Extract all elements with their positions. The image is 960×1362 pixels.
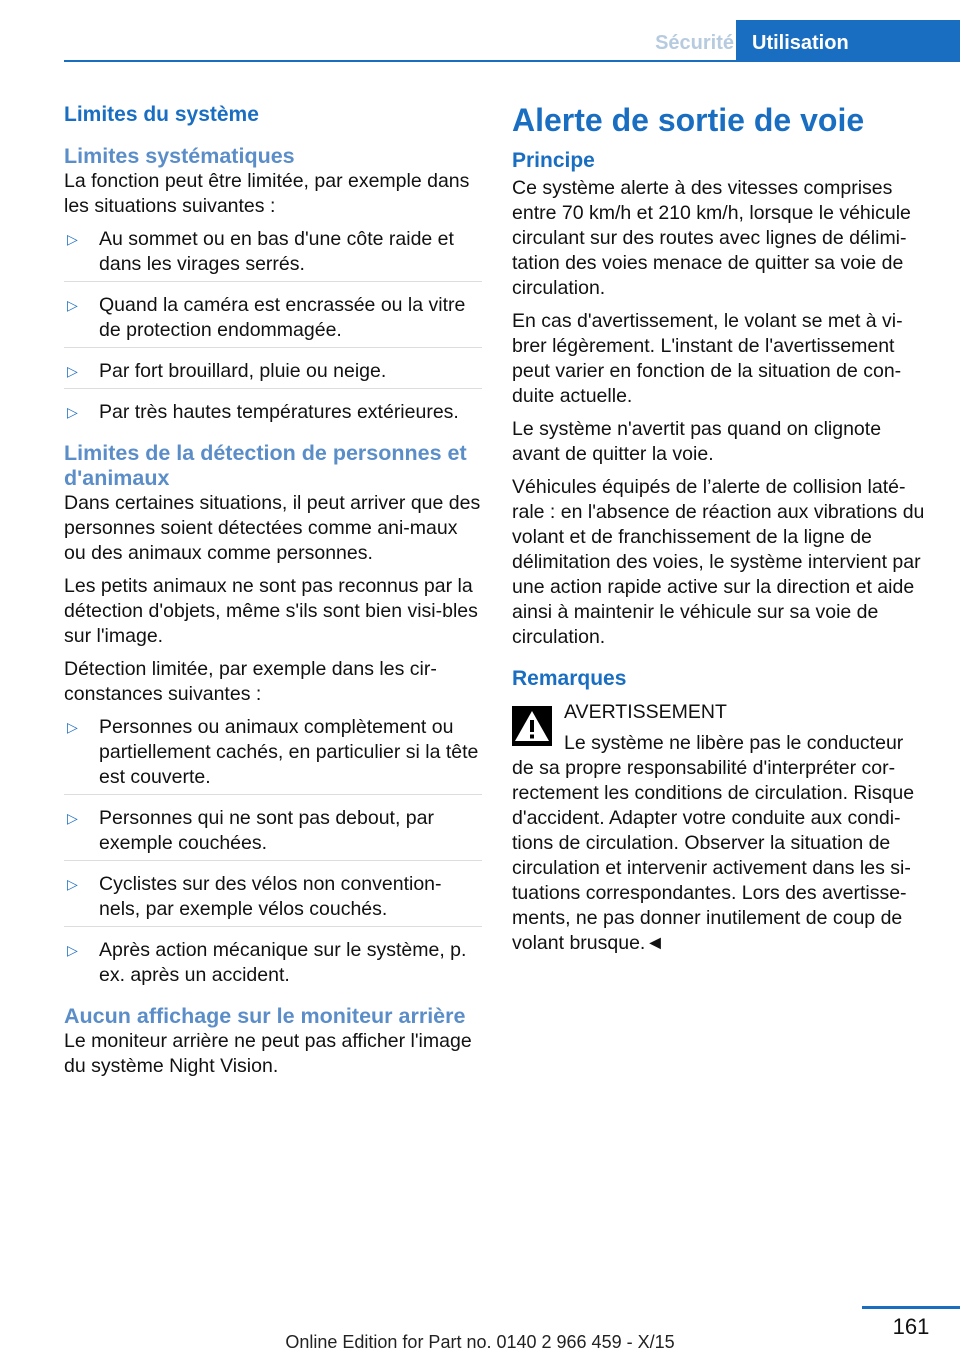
tab-securite[interactable]: Sécurité [655, 32, 734, 54]
page-footer [0, 1282, 960, 1362]
list-systematic-limits [64, 227, 482, 425]
list-item: ▷ Cyclistes sur des vélos non convention-nels, par exemple vélos couchés. [64, 864, 482, 922]
paragraph-detection-1: Dans certaines situations, il peut arriver que des personnes soient détectées comme ani-maux ou des animaux comme personnes. [64, 492, 481, 564]
warning-block [512, 700, 930, 956]
list-item: ▷ Après action mécanique sur le système, p. ex. après un accident. [64, 930, 482, 988]
list-item: ▷ Quand la caméra est encrassée ou la vitre de protection endommagée. [64, 285, 482, 343]
paragraph-principle-1: Ce système alerte à des vitesses comprises entre 70 km/h et 210 km/h, lorsque le véhicule circulant sur des routes avec lignes de délimi-tation des voies menace de quitter sa voie de circulation. [512, 177, 911, 299]
right-column [512, 100, 930, 964]
paragraph-no-display: Le moniteur arrière ne peut pas afficher l'image du système Night Vision. [64, 1030, 472, 1077]
paragraph-principle-2: En cas d'avertissement, le volant se met à vi-brer légèrement. L'instant de l'avertissement peut varier en fonction de la situation de con-duite actuelle. [512, 310, 903, 407]
list-detection-limits [64, 715, 482, 988]
warning-text: de sa propre responsabilité d'interpréter cor-rectement les conditions de circulation. Risque d'accident. Adapter votre conduite aux condi-tions de circulation. Observer la situation de circulation et intervenir activement dans les si-tuations correspondantes. Lors des avertisse-ments, ne pas donner inutilement de coup de volant brusque.◄ [512, 757, 915, 954]
footer-rule [862, 1306, 960, 1309]
list-item: ▷ Personnes ou animaux complètement ou partiellement cachés, en particulier si la tête est couverte. [64, 715, 482, 790]
left-column [64, 100, 482, 1087]
list-item: ▷ Par très hautes températures extérieures. [64, 392, 482, 425]
paragraph-intro: La fonction peut être limitée, par exemple dans les situations suivantes : [64, 170, 470, 217]
paragraph-detection-3: Détection limitée, par exemple dans les cir-constances suivantes : [64, 658, 437, 705]
heading-systematic-limits: Limites systématiques [64, 144, 295, 168]
edition-line: Online Edition for Part no. 0140 2 966 459 - X/15 [285, 1332, 675, 1352]
heading-detection-limits: Limites de la détection de personnes et d'animaux [64, 441, 467, 490]
warning-label: AVERTISSEMENT [564, 701, 727, 723]
page-number: 161 [892, 1314, 930, 1339]
list-item: ▷ Personnes qui ne sont pas debout, par exemple couchées. [64, 798, 482, 856]
warning-triangle-icon [512, 706, 552, 746]
paragraph-principle-3: Le système n'avertit pas quand on clignote avant de quitter la voie. [512, 418, 882, 465]
warning-first-line: Le système ne libère pas le conducteur [564, 732, 904, 754]
heading-principle: Principe [512, 149, 595, 172]
heading-no-display: Aucun affichage sur le moniteur arrière [64, 1004, 466, 1028]
heading-system-limits: Limites du système [64, 103, 259, 126]
tab-utilisation[interactable]: Utilisation [736, 20, 960, 62]
paragraph-principle-4: Véhicules équipés de l’alerte de collision laté-rale : en l'absence de réaction aux vibrations du volant et de franchissement de la ligne de délimitation des voies, le système intervient par une action rapide active sur la direction et aide ainsi à maintenir le véhicule sur sa voie de circulation. [512, 476, 925, 648]
section-title: Alerte de sortie de voie [512, 102, 865, 138]
heading-remarks: Remarques [512, 667, 627, 690]
list-item: ▷ Par fort brouillard, pluie ou neige. [64, 351, 482, 384]
header-rule [64, 60, 960, 62]
list-item: ▷ Au sommet ou en bas d'une côte raide et dans les virages serrés. [64, 227, 482, 277]
paragraph-detection-2: Les petits animaux ne sont pas reconnus par la détection d'objets, même s'ils sont bien visi-bles sur l'image. [64, 575, 478, 647]
